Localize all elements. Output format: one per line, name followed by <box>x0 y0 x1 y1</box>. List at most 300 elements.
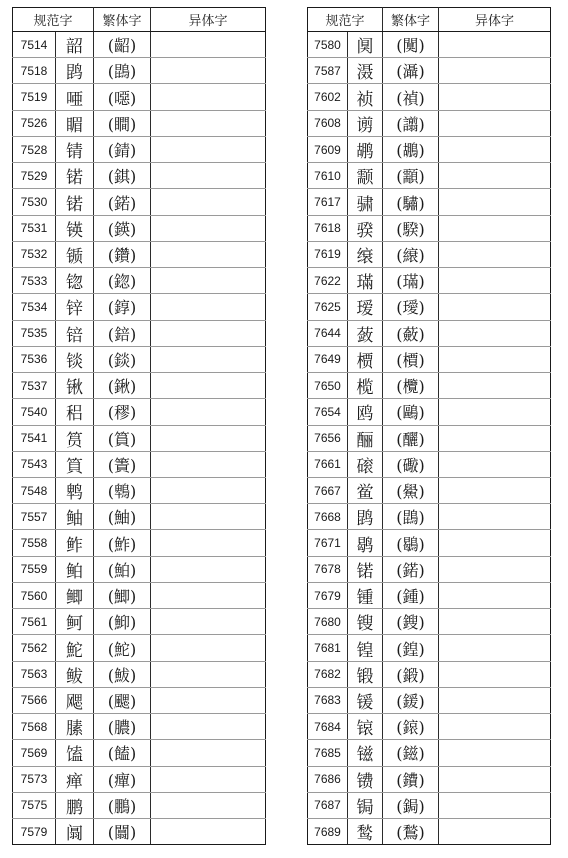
table-body <box>13 32 266 845</box>
char-number: 7668 <box>308 504 348 530</box>
variant-char <box>151 58 266 84</box>
char-number: 7610 <box>308 163 348 189</box>
simplified-char: 鮀 <box>56 635 94 661</box>
table-row <box>308 740 551 766</box>
traditional-char: (錤) <box>94 163 151 189</box>
char-number: 7679 <box>308 582 348 608</box>
variant-char <box>151 819 266 845</box>
simplified-char: 锘 <box>56 163 94 189</box>
table-row <box>308 346 551 372</box>
simplified-char: 筼 <box>56 425 94 451</box>
variant-char <box>151 477 266 503</box>
char-number: 7543 <box>13 451 56 477</box>
char-number: 7687 <box>308 792 348 818</box>
header-simplified: 规范字 <box>308 8 383 32</box>
traditional-char: (灄) <box>383 58 439 84</box>
table-row <box>308 530 551 556</box>
table-row <box>308 766 551 792</box>
header-simplified: 规范字 <box>13 8 94 32</box>
char-number: 7602 <box>308 84 348 110</box>
traditional-char: (鵾) <box>383 504 439 530</box>
simplified-char: 鹍 <box>56 58 94 84</box>
char-number: 7533 <box>13 268 56 294</box>
traditional-char: (鍰) <box>383 687 439 713</box>
char-number: 7559 <box>13 556 56 582</box>
traditional-char: (颸) <box>94 687 151 713</box>
variant-char <box>439 451 551 477</box>
traditional-char: (瞷) <box>94 110 151 136</box>
traditional-char: (鍃) <box>94 268 151 294</box>
simplified-char: 锼 <box>348 609 383 635</box>
char-number: 7529 <box>13 163 56 189</box>
traditional-char: (錟) <box>94 346 151 372</box>
traditional-char: (鶖) <box>383 819 439 845</box>
simplified-char: 璊 <box>348 268 383 294</box>
variant-char <box>151 373 266 399</box>
variant-char <box>151 84 266 110</box>
char-number: 7531 <box>13 215 56 241</box>
variant-char <box>151 136 266 162</box>
table-row <box>308 556 551 582</box>
table-row <box>308 189 551 215</box>
traditional-char: (鮣) <box>94 609 151 635</box>
variant-char <box>151 241 266 267</box>
char-number: 7534 <box>13 294 56 320</box>
variant-char <box>439 373 551 399</box>
char-number: 7540 <box>13 399 56 425</box>
table-row <box>13 399 266 425</box>
traditional-char: (鷗) <box>383 399 439 425</box>
table-row <box>13 582 266 608</box>
traditional-char: (鋦) <box>383 792 439 818</box>
variant-char <box>151 294 266 320</box>
variant-char <box>151 530 266 556</box>
variant-char <box>439 714 551 740</box>
char-number: 7580 <box>308 32 348 58</box>
simplified-char: 祯 <box>348 84 383 110</box>
table-row <box>308 635 551 661</box>
simplified-char: 锺 <box>348 582 383 608</box>
traditional-char: (鍩) <box>383 556 439 582</box>
traditional-char: (鮊) <box>94 556 151 582</box>
table-row <box>308 609 551 635</box>
traditional-char: (縗) <box>383 241 439 267</box>
char-number: 7671 <box>308 530 348 556</box>
table-row <box>308 294 551 320</box>
simplified-char: 唖 <box>56 84 94 110</box>
traditional-char: (錆) <box>94 136 151 162</box>
traditional-char: (闃) <box>383 32 439 58</box>
simplified-char: 锔 <box>348 792 383 818</box>
simplified-char: 鹎 <box>56 477 94 503</box>
char-number: 7684 <box>308 714 348 740</box>
variant-char <box>439 687 551 713</box>
char-number: 7654 <box>308 399 348 425</box>
simplified-char: 筫 <box>56 451 94 477</box>
variant-char <box>151 792 266 818</box>
variant-char <box>151 714 266 740</box>
table-row <box>308 373 551 399</box>
traditional-char: (鮁) <box>94 661 151 687</box>
simplified-char: 稆 <box>56 399 94 425</box>
simplified-char: 锬 <box>56 346 94 372</box>
simplified-char: 膆 <box>56 714 94 740</box>
variant-char <box>439 241 551 267</box>
char-number: 7682 <box>308 661 348 687</box>
traditional-char: (顬) <box>383 163 439 189</box>
traditional-char: (璦) <box>383 294 439 320</box>
table-row <box>13 792 266 818</box>
table-row <box>308 110 551 136</box>
traditional-char: (譾) <box>383 110 439 136</box>
variant-char <box>151 110 266 136</box>
simplified-char: 滠 <box>348 58 383 84</box>
simplified-char: 锿 <box>348 714 383 740</box>
traditional-char: (璊) <box>383 268 439 294</box>
simplified-char: 锫 <box>56 320 94 346</box>
simplified-char: 锧 <box>56 241 94 267</box>
table-row <box>13 609 266 635</box>
simplified-char: 骙 <box>348 215 383 241</box>
variant-char <box>151 189 266 215</box>
table-row <box>308 241 551 267</box>
table-row <box>13 687 266 713</box>
traditional-char: (鎡) <box>383 740 439 766</box>
traditional-char: (簀) <box>94 451 151 477</box>
char-number: 7518 <box>13 58 56 84</box>
variant-char <box>439 136 551 162</box>
variant-char <box>439 609 551 635</box>
traditional-char: (蘞) <box>383 320 439 346</box>
simplified-char: 锪 <box>56 268 94 294</box>
char-number: 7569 <box>13 740 56 766</box>
variant-char <box>439 346 551 372</box>
char-number: 7661 <box>308 451 348 477</box>
simplified-char: 锹 <box>56 373 94 399</box>
char-number: 7526 <box>13 110 56 136</box>
simplified-char: 鹏 <box>56 792 94 818</box>
header-row <box>308 8 551 32</box>
traditional-char: (鎪) <box>383 609 439 635</box>
char-number: 7514 <box>13 32 56 58</box>
simplified-char: 锽 <box>348 635 383 661</box>
char-number: 7560 <box>13 582 56 608</box>
char-number: 7622 <box>308 268 348 294</box>
table-row <box>13 635 266 661</box>
variant-char <box>439 477 551 503</box>
traditional-char: (鶡) <box>383 530 439 556</box>
variant-char <box>439 215 551 241</box>
char-number: 7680 <box>308 609 348 635</box>
traditional-char: (鵾) <box>94 58 151 84</box>
char-number: 7619 <box>308 241 348 267</box>
table-row <box>308 32 551 58</box>
simplified-char: 韶 <box>56 32 94 58</box>
simplified-char: 谫 <box>348 110 383 136</box>
variant-char <box>439 268 551 294</box>
table-row <box>308 582 551 608</box>
simplified-char: 馌 <box>56 740 94 766</box>
traditional-char: (釃) <box>383 425 439 451</box>
variant-char <box>151 163 266 189</box>
traditional-char: (鱟) <box>383 477 439 503</box>
char-number: 7535 <box>13 320 56 346</box>
char-number: 7686 <box>308 766 348 792</box>
table-row <box>13 661 266 687</box>
table-row <box>308 687 551 713</box>
variant-char <box>151 425 266 451</box>
char-number: 7649 <box>308 346 348 372</box>
variant-char <box>439 110 551 136</box>
table-row <box>308 58 551 84</box>
table-row <box>13 215 266 241</box>
table-row <box>308 451 551 477</box>
variant-char <box>151 504 266 530</box>
traditional-char: (饁) <box>94 740 151 766</box>
table-row <box>308 268 551 294</box>
char-number: 7575 <box>13 792 56 818</box>
simplified-char: 瘅 <box>56 766 94 792</box>
simplified-char: 鸥 <box>348 399 383 425</box>
table-row <box>13 373 266 399</box>
header-row <box>13 8 266 32</box>
simplified-char: 鲌 <box>56 556 94 582</box>
traditional-char: (鮋) <box>94 504 151 530</box>
char-number: 7587 <box>308 58 348 84</box>
table-row <box>308 714 551 740</box>
traditional-char: (鍠) <box>383 635 439 661</box>
traditional-char: (鵬) <box>94 792 151 818</box>
char-number: 7530 <box>13 189 56 215</box>
traditional-char: (癉) <box>94 766 151 792</box>
simplified-char: 锌 <box>56 294 94 320</box>
char-number: 7618 <box>308 215 348 241</box>
traditional-char: (鍬) <box>94 373 151 399</box>
simplified-char: 鲉 <box>56 504 94 530</box>
table-row <box>13 58 266 84</box>
traditional-char: (鍛) <box>383 661 439 687</box>
table-row <box>308 163 551 189</box>
variant-char <box>439 819 551 845</box>
traditional-char: (檟) <box>383 346 439 372</box>
table-row <box>308 425 551 451</box>
traditional-char: (鎄) <box>383 714 439 740</box>
variant-char <box>151 661 266 687</box>
char-number: 7519 <box>13 84 56 110</box>
char-table-left <box>12 7 266 845</box>
table-row <box>308 504 551 530</box>
table-row <box>13 294 266 320</box>
traditional-char: (鮓) <box>94 530 151 556</box>
traditional-char: (錇) <box>94 320 151 346</box>
traditional-char: (穋) <box>94 399 151 425</box>
simplified-char: 睸 <box>56 110 94 136</box>
traditional-char: (鍾) <box>383 582 439 608</box>
traditional-char: (鵯) <box>94 477 151 503</box>
simplified-char: 鲎 <box>348 477 383 503</box>
variant-char <box>151 766 266 792</box>
simplified-char: 鹕 <box>348 136 383 162</box>
variant-char <box>439 32 551 58</box>
table-row <box>13 320 266 346</box>
variant-char <box>439 661 551 687</box>
traditional-char: (驌) <box>383 189 439 215</box>
table-row <box>308 819 551 845</box>
char-number: 7683 <box>308 687 348 713</box>
char-number: 7681 <box>308 635 348 661</box>
variant-char <box>151 740 266 766</box>
traditional-char: (篔) <box>94 425 151 451</box>
char-number: 7573 <box>13 766 56 792</box>
simplified-char: 槚 <box>348 346 383 372</box>
table-row <box>13 110 266 136</box>
variant-char <box>151 268 266 294</box>
variant-char <box>151 399 266 425</box>
variant-char <box>151 32 266 58</box>
char-number: 7617 <box>308 189 348 215</box>
variant-char <box>439 556 551 582</box>
variant-char <box>439 530 551 556</box>
char-number: 7608 <box>308 110 348 136</box>
char-number: 7566 <box>13 687 56 713</box>
variant-char <box>151 556 266 582</box>
table-row <box>308 136 551 162</box>
variant-char <box>439 425 551 451</box>
table-row <box>308 215 551 241</box>
table-row <box>308 320 551 346</box>
traditional-char: (騤) <box>383 215 439 241</box>
table-row <box>308 477 551 503</box>
variant-char <box>439 84 551 110</box>
traditional-char: (礮) <box>383 451 439 477</box>
traditional-char: (噁) <box>94 84 151 110</box>
simplified-char: 瑷 <box>348 294 383 320</box>
simplified-char: 缞 <box>348 241 383 267</box>
variant-char <box>439 740 551 766</box>
table-row <box>13 819 266 845</box>
simplified-char: 镄 <box>348 766 383 792</box>
header-traditional: 繁体字 <box>94 8 151 32</box>
variant-char <box>439 294 551 320</box>
traditional-char: (鍈) <box>94 215 151 241</box>
simplified-char: 酾 <box>348 425 383 451</box>
variant-char <box>151 635 266 661</box>
header-variant: 异体字 <box>439 8 551 32</box>
table-row <box>13 714 266 740</box>
table-row <box>13 530 266 556</box>
header-variant: 异体字 <box>151 8 266 32</box>
table-row <box>308 84 551 110</box>
table-row <box>308 661 551 687</box>
simplified-char: 锳 <box>56 215 94 241</box>
char-number: 7689 <box>308 819 348 845</box>
variant-char <box>439 189 551 215</box>
char-number: 7557 <box>13 504 56 530</box>
table-row <box>13 189 266 215</box>
traditional-char: (鍩) <box>94 189 151 215</box>
char-number: 7625 <box>308 294 348 320</box>
table-row <box>13 556 266 582</box>
char-number: 7650 <box>308 373 348 399</box>
traditional-char: (鮀) <box>94 635 151 661</box>
table-row <box>13 346 266 372</box>
variant-char <box>151 320 266 346</box>
traditional-char: (鐨) <box>383 766 439 792</box>
traditional-char: (欖) <box>383 373 439 399</box>
simplified-char: 颥 <box>348 163 383 189</box>
simplified-char: 锻 <box>348 661 383 687</box>
traditional-char: (鑽) <box>94 241 151 267</box>
simplified-char: 鲄 <box>56 609 94 635</box>
char-number: 7532 <box>13 241 56 267</box>
simplified-char: 蔹 <box>348 320 383 346</box>
simplified-char: 锖 <box>56 136 94 162</box>
variant-char <box>439 635 551 661</box>
variant-char <box>439 582 551 608</box>
table-row <box>13 32 266 58</box>
variant-char <box>439 163 551 189</box>
variant-char <box>151 687 266 713</box>
simplified-char: 镃 <box>348 740 383 766</box>
table-body <box>308 32 551 845</box>
variant-char <box>151 451 266 477</box>
char-number: 7685 <box>308 740 348 766</box>
header-traditional: 繁体字 <box>383 8 439 32</box>
traditional-char: (膿) <box>94 714 151 740</box>
simplified-char: 骕 <box>348 189 383 215</box>
table-row <box>13 477 266 503</box>
simplified-char: 鹖 <box>348 530 383 556</box>
simplified-char: 鲊 <box>56 530 94 556</box>
variant-char <box>151 582 266 608</box>
char-number: 7537 <box>13 373 56 399</box>
char-number: 7548 <box>13 477 56 503</box>
char-number: 7656 <box>308 425 348 451</box>
simplified-char: 鲅 <box>56 661 94 687</box>
variant-char <box>439 58 551 84</box>
variant-char <box>151 609 266 635</box>
char-number: 7536 <box>13 346 56 372</box>
char-number: 7558 <box>13 530 56 556</box>
table-row <box>13 268 266 294</box>
traditional-char: (鯽) <box>94 582 151 608</box>
table-row <box>13 241 266 267</box>
char-number: 7528 <box>13 136 56 162</box>
traditional-char: (鶘) <box>383 136 439 162</box>
variant-char <box>439 504 551 530</box>
table-row <box>308 792 551 818</box>
simplified-char: 鲫 <box>56 582 94 608</box>
simplified-char: 飔 <box>56 687 94 713</box>
char-number: 7678 <box>308 556 348 582</box>
variant-char <box>151 215 266 241</box>
simplified-char: 锾 <box>348 687 383 713</box>
char-number: 7609 <box>308 136 348 162</box>
char-number: 7568 <box>13 714 56 740</box>
table-row <box>13 136 266 162</box>
table-row <box>13 163 266 189</box>
char-number: 7579 <box>13 819 56 845</box>
table-row <box>13 766 266 792</box>
table-row <box>13 451 266 477</box>
char-number: 7644 <box>308 320 348 346</box>
traditional-char: (闒) <box>94 819 151 845</box>
char-number: 7562 <box>13 635 56 661</box>
simplified-char: 锘 <box>348 556 383 582</box>
table-row <box>13 740 266 766</box>
simplified-char: 磙 <box>348 451 383 477</box>
char-number: 7541 <box>13 425 56 451</box>
